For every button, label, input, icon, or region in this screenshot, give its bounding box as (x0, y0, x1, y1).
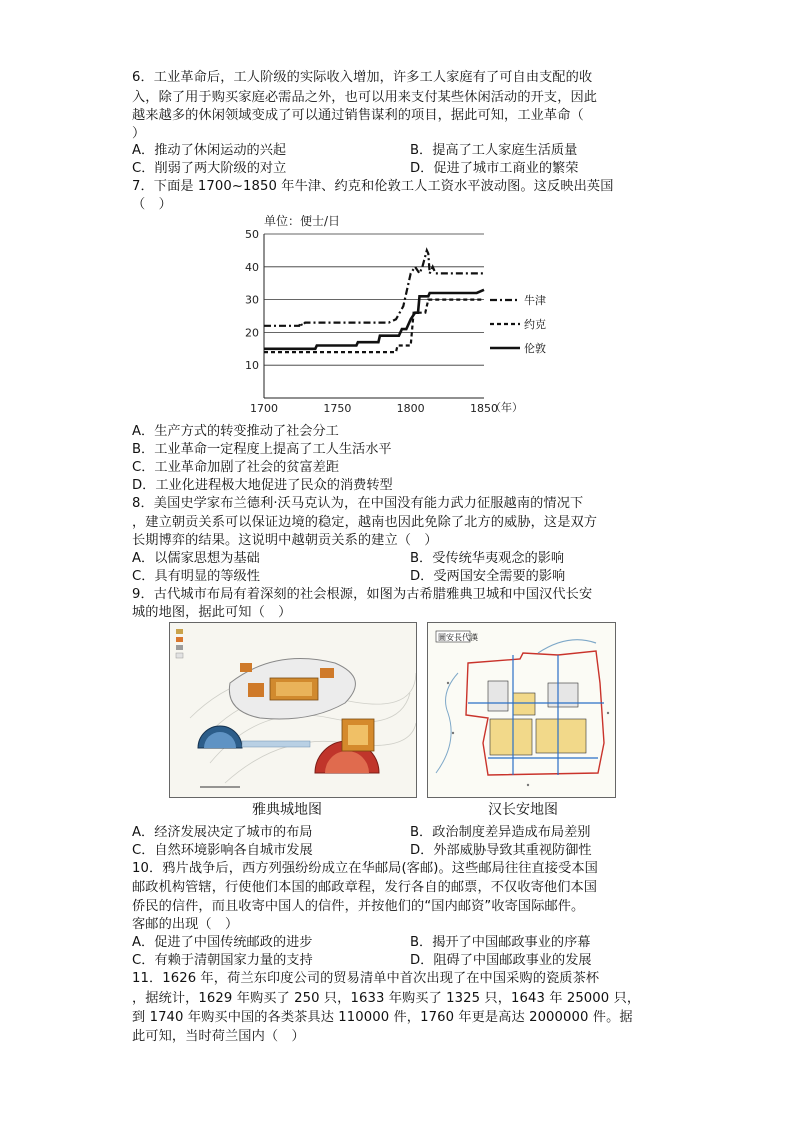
q8-stem-line-1: 8．美国史学家布兰德利·沃马克认为，在中国没有能力武力征服越南的情况下 (132, 496, 584, 511)
q10-option-c: C．有赖于清朝国家力量的支持 (132, 953, 313, 968)
q11-stem-line-3: 到 1740 年购买中国的各类茶具达 110000 件，1760 年更是高达 2000000 件。据 (132, 1010, 633, 1025)
q7-stem-line-2: （ ） (132, 197, 172, 212)
changan-map-illustration (428, 623, 615, 797)
q9-option-c: C．自然环境影响各自城市发展 (132, 843, 313, 858)
q8-stem-line-3: 长期博弈的结果。这说明中越朝贡关系的建立（ ） (132, 533, 438, 548)
q6-stem-line-4: ） (132, 126, 146, 141)
legend-label: 约克 (524, 318, 546, 331)
q8-option-a: A．以儒家思想为基础 (132, 551, 260, 566)
q10-option-d: D．阻碍了中国邮政事业的发展 (410, 953, 592, 968)
chart-y-tick-label: 10 (245, 359, 259, 373)
chart-x-unit-label: （年） (490, 401, 523, 414)
q10-option-b: B．揭开了中国邮政事业的序幕 (410, 935, 591, 950)
q6-option-c: C．削弱了两大阶级的对立 (132, 161, 287, 176)
q8-stem-line-2: ，建立朝贡关系可以保证边境的稳定，越南也因此免除了北方的威胁，这是双方 (132, 515, 598, 530)
q9-option-b: B．政治制度差异造成布局差别 (410, 825, 591, 840)
q10-stem-line-2: 邮政机构管辖，行使他们本国的邮政章程，发行各自的邮票，不仅收寄他们本国 (132, 880, 598, 895)
q6-stem-line-2: 入，除了用于购买家庭必需品之外，也可以用来支付某些休闲活动的开支，因此 (132, 90, 598, 105)
athens-map-caption: 雅典城地图 (252, 802, 322, 818)
changan-map-caption: 汉长安地图 (488, 802, 558, 818)
chart-x-tick-label: 1750 (323, 402, 352, 415)
chart-y-tick-label: 30 (245, 293, 259, 307)
q9-stem-line-2: 城的地图，据此可知（ ） (132, 605, 292, 620)
chart-y-tick-label: 50 (245, 228, 259, 241)
q10-stem-line-4: 客邮的出现（ ） (132, 917, 239, 932)
legend-label: 伦敦 (524, 342, 546, 355)
q11-stem-line-4: 此可知，当时荷兰国内（ ） (132, 1029, 305, 1044)
chart-x-tick-label: 1850 (470, 402, 498, 415)
q10-stem-line-1: 10．鸦片战争后，西方列强纷纷成立在华邮局(客邮)。这些邮局往往直接受本国 (132, 861, 598, 876)
q11-stem-line-1: 11．1626 年，荷兰东印度公司的贸易清单中首次出现了在中国采购的瓷质茶杯 (132, 971, 600, 986)
athens-map-illustration (170, 623, 416, 797)
chart-y-tick-label: 40 (245, 260, 259, 274)
q6-option-d: D．促进了城市工商业的繁荣 (410, 161, 579, 176)
q6-option-b: B．提高了工人家庭生活质量 (410, 143, 578, 158)
q11-stem-line-2: ，据统计，1629 年购买了 250 只，1633 年购买了 1325 只，1643 年 25000 只， (132, 991, 641, 1006)
changan-map-title: 圖安長代漢 (438, 633, 478, 642)
athens-acropolis-map (169, 622, 417, 798)
chart-x-tick-label: 1800 (396, 402, 425, 415)
chart-series-line-1 (264, 250, 484, 325)
q6-option-a: A．推动了休闲运动的兴起 (132, 143, 287, 158)
q7-option-a: A．生产方式的转变推动了社会分工 (132, 424, 339, 439)
q9-option-d: D．外部威胁导致其重视防御性 (410, 843, 592, 858)
q6-stem-line-3: 越来越多的休闲领域变成了可以通过销售谋利的项目，据此可知，工业革命（ (132, 108, 584, 123)
wage-line-chart (222, 208, 552, 422)
chart-y-tick-label: 20 (245, 326, 259, 340)
q7-option-c: C．工业革命加剧了社会的贫富差距 (132, 460, 340, 475)
q8-option-c: C．具有明显的等级性 (132, 569, 260, 584)
q9-stem-line-1: 9．古代城市布局有着深刻的社会根源，如图为古希腊雅典卫城和中国汉代长安 (132, 587, 593, 602)
q7-option-b: B．工业革命一定程度上提高了工人生活水平 (132, 442, 392, 457)
q8-option-b: B．受传统华夷观念的影响 (410, 551, 565, 566)
chart-y-unit-label: 单位：便士/日 (264, 214, 341, 228)
q6-stem-line-1: 6．工业革命后，工人阶级的实际收入增加，许多工人家庭有了可自由支配的收 (132, 70, 593, 85)
q10-option-a: A．促进了中国传统邮政的进步 (132, 935, 313, 950)
q7-option-d: D．工业化进程极大地促进了民众的消费转型 (132, 478, 393, 493)
han-changan-map (427, 622, 616, 798)
chart-x-tick-label: 1700 (250, 402, 278, 415)
legend-label: 牛津 (524, 294, 546, 307)
q9-option-a: A．经济发展决定了城市的布局 (132, 825, 313, 840)
q7-stem-line-1: 7．下面是 1700~1850 年牛津、约克和伦敦工人工资水平波动图。这反映出英国 (132, 179, 614, 194)
q10-stem-line-3: 侨民的信件，而且收寄中国人的信件，并按他们的“国内邮资”收寄国际邮件。 (132, 899, 585, 914)
q8-option-d: D．受两国安全需要的影响 (410, 569, 566, 584)
